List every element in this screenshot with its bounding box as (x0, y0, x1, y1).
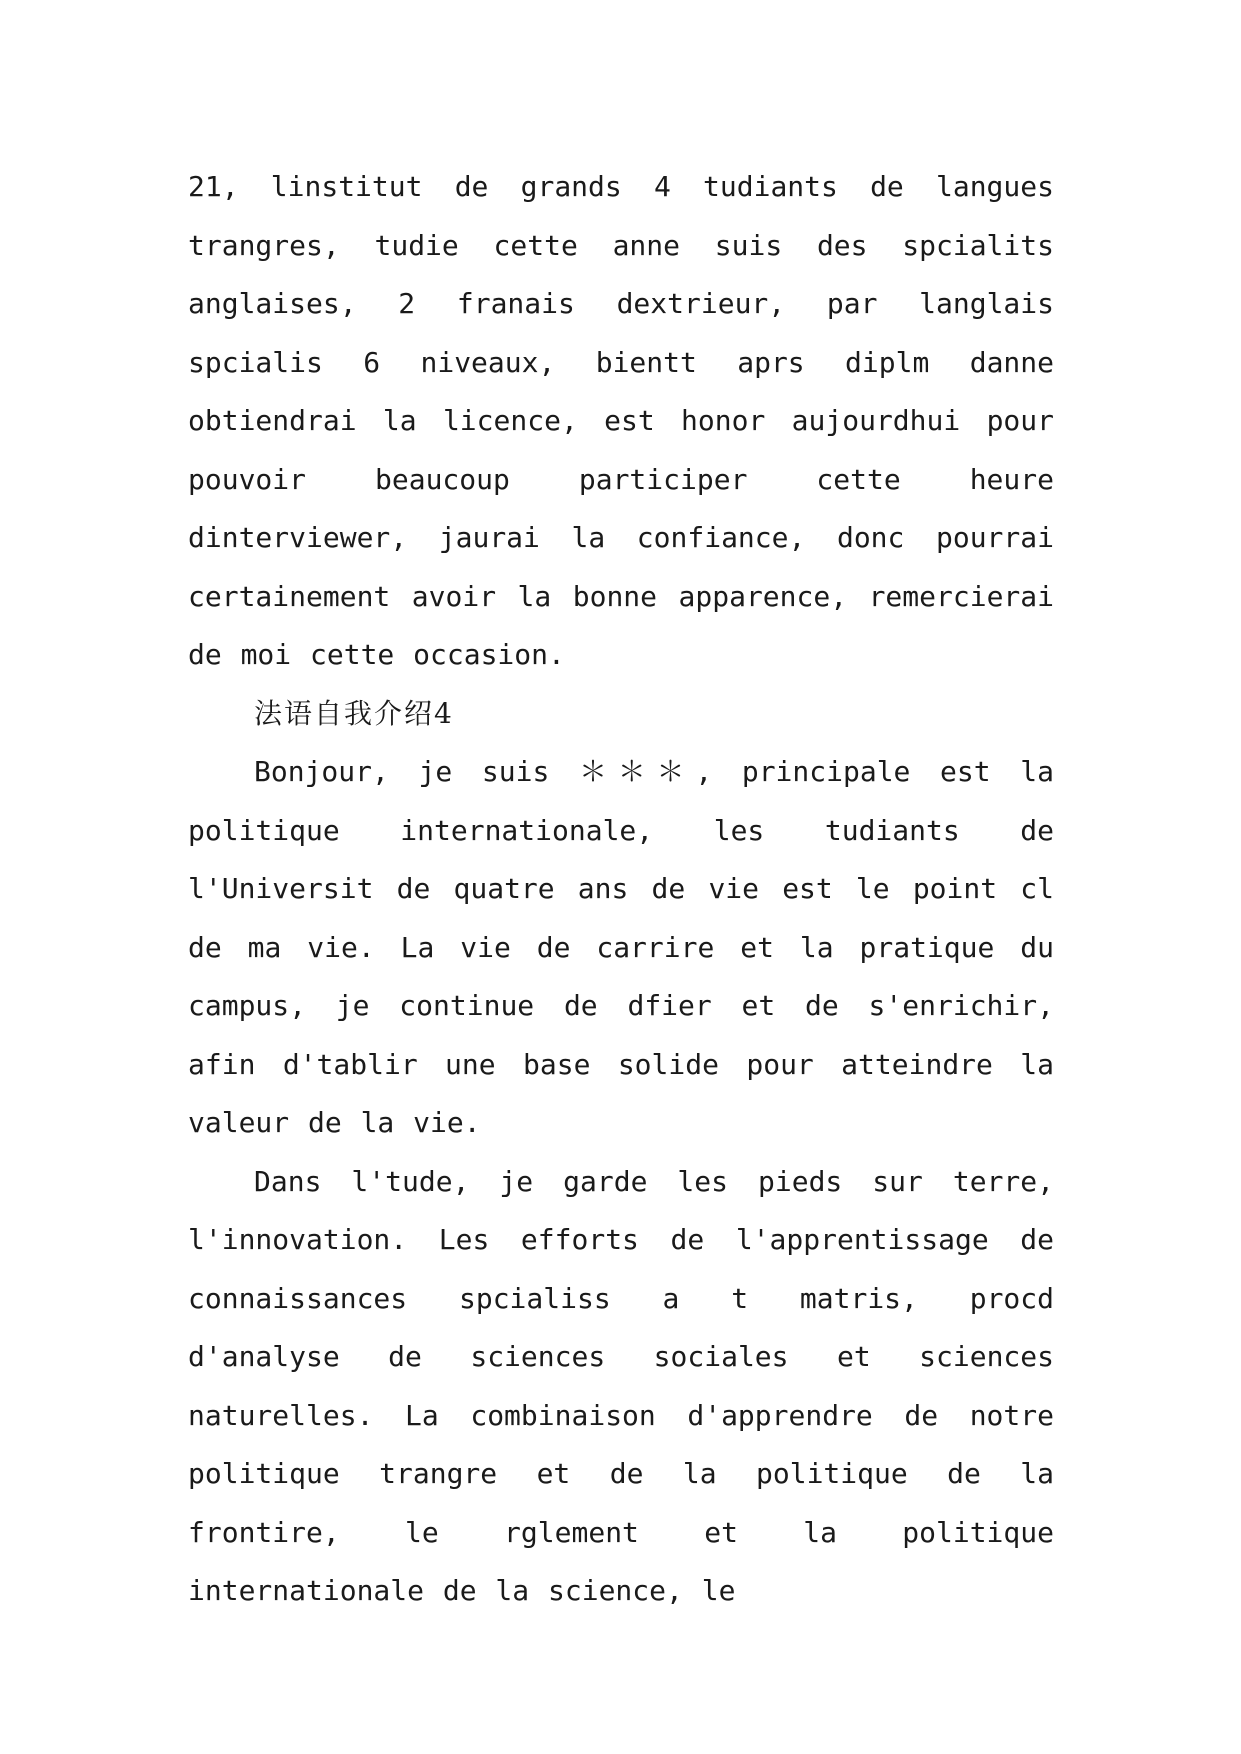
paragraph-bonjour: Bonjour, je suis ＊＊＊, principale est la politique internationale, les tudiants de l'Universit de quatre ans de vie est le point cl de ma vie. La vie de carrire et la pratique du campus, je continue de dfier et de s'enrichir, afin d'tablir une base solide pour atteindre la valeur de la vie. (188, 755, 1054, 1139)
paragraph-intro-continuation: 21, linstitut de grands 4 tudiants de langues trangres, tudie cette anne suis des spcialits anglaises, 2 franais dextrieur, par langlais spcialis 6 niveaux, bientt aprs diplm danne obtiendrai la licence, est honor aujourdhui pour pouvoir beaucoup participer cette heure dinterviewer, jaurai la confiance, donc pourrai certainement avoir la bonne apparence, remercierai de moi cette occasion. (188, 170, 1054, 671)
document-body (188, 158, 1054, 1621)
section-heading: 法语自我介绍4 (254, 696, 454, 730)
paragraph-etude: Dans l'tude, je garde les pieds sur terre, l'innovation. Les efforts de l'apprentissage de connaissances spcialiss a t matris, procd d'analyse de sciences sociales et sciences naturelles. La combinaison d'apprendre de notre politique trangre et de la politique de la frontire, le rglement et la politique internationale de la science, le (188, 1164, 1054, 1607)
